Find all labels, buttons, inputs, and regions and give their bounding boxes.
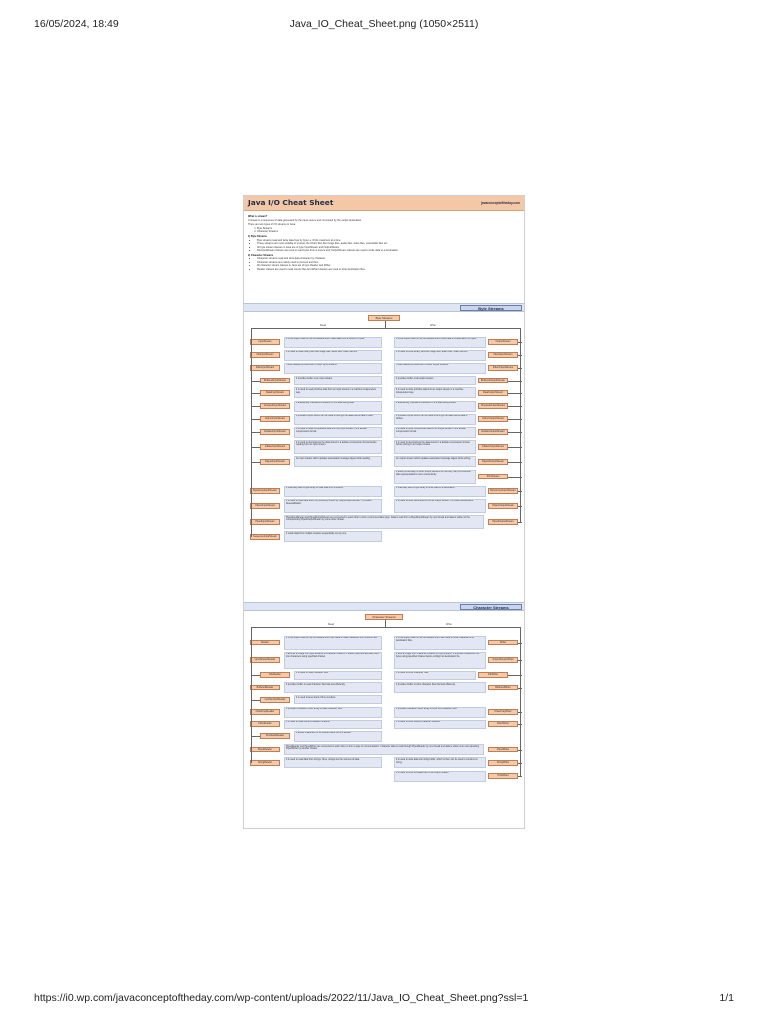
description-box: It reads data from multiple streams sequentially one by one. bbox=[284, 531, 382, 542]
list-item: • Character streams are mainly used to process text files. bbox=[257, 261, 520, 264]
class-box: DataOutputStream bbox=[478, 390, 508, 396]
class-box: ObjectOutputStream bbox=[488, 503, 518, 509]
byte-streams-root: Byte Streams bbox=[368, 315, 400, 321]
description-box: It provides character buffer array to read character files. bbox=[284, 707, 382, 718]
description-box: It is used to write binary files like image files, audio files, video files etc. bbox=[394, 350, 486, 361]
class-box: PipedReader bbox=[250, 747, 280, 753]
print-date: 16/05/2024, 18:49 bbox=[34, 18, 119, 30]
class-box: StringWriter bbox=[488, 760, 518, 766]
character-streams-diagram bbox=[244, 611, 524, 827]
class-box: FileOutputStream bbox=[488, 352, 518, 358]
character-streams-root: Character Streams bbox=[365, 614, 403, 620]
class-box: CipherInputStream bbox=[260, 416, 290, 422]
list-item: • Byte streams read and write data byte by byte i.e. 8 bits maximum at a time. bbox=[257, 239, 520, 242]
description-box: It is used to write character files. bbox=[394, 671, 476, 680]
what-text: A stream is a sequence of data generated by the input source and consumed by the output destination. bbox=[248, 218, 362, 222]
connector-line bbox=[251, 447, 260, 448]
list-item: • FileInputStream classes are used to read bytes from a source and OutputStream classes are used to write data to a destination. bbox=[257, 249, 520, 252]
char-points bbox=[257, 257, 520, 271]
class-box: FilterWriter bbox=[488, 721, 518, 727]
class-box: CharArrayReader bbox=[250, 709, 280, 715]
list-item: • Character streams read and write data character by character. bbox=[257, 257, 520, 260]
list-item: • Reader classes are used to read source files and Writer classes are used to write destination files. bbox=[257, 268, 520, 271]
char-heading: 2) Character Streams bbox=[248, 253, 274, 257]
description-box: It provides character buffer array to write into character files. bbox=[394, 707, 486, 718]
print-page-count: 1/1 bbox=[719, 992, 734, 1004]
class-box: FileReader bbox=[260, 672, 290, 678]
class-box: FileInputStream bbox=[250, 352, 280, 358]
class-box: SequenceInputStream bbox=[250, 534, 280, 540]
sheet-header bbox=[244, 196, 524, 211]
description-box: It is used to read filtered character streams. bbox=[284, 720, 382, 729]
byte-points bbox=[257, 239, 520, 253]
description-box: It provides cipher which can be used to encrypt the data before data is written. bbox=[394, 414, 476, 425]
class-box: PrintStream bbox=[478, 474, 508, 480]
description-box: It internally uses a byte array to read data from a source. bbox=[284, 486, 382, 497]
class-box: OutputStreamWriter bbox=[488, 657, 518, 663]
class-box: BufferedReader bbox=[250, 685, 280, 691]
class-box: FilterInputStream bbox=[250, 365, 280, 371]
class-box: DigestInputStream bbox=[260, 459, 290, 465]
print-footer bbox=[34, 992, 734, 1006]
list-item: • All character stream classes in Java are of type Reader and Writer. bbox=[257, 264, 520, 267]
sheet-title: Java I/O Cheat Sheet bbox=[248, 198, 334, 207]
description-box: It is used to read compressed data from an input stream in the deflate compression format. bbox=[294, 427, 382, 438]
class-box: InputStreamReader bbox=[250, 657, 280, 663]
connector-line bbox=[518, 776, 522, 777]
description-box: It is used to read data which is previously written by ObjectOutputStream. It is called Deserialization. bbox=[284, 499, 382, 513]
class-box: StringReader bbox=[250, 760, 280, 766]
description-box: An input stream which updates associated message digest while reading. bbox=[294, 456, 382, 467]
connector-line bbox=[251, 381, 260, 382]
class-box: PipedWriter bbox=[488, 747, 518, 753]
description-box: It is used to read binary files like image files, audio files, video files etc. bbox=[284, 350, 382, 361]
description-box: PipedInputStream and PipedOutputStream are connected to each other to form a communication pipe. Data is read from a PipedInputStream by one thread and data is written to the corresponding PipedOutputStream by some other thread. bbox=[284, 515, 484, 529]
connector-line bbox=[251, 328, 520, 329]
class-box: CipherOutputStream bbox=[478, 416, 508, 422]
class-box: CheckedInputStream bbox=[260, 403, 290, 409]
character-streams-band-title: Character Streams bbox=[460, 604, 522, 611]
what-heading: What is stream? bbox=[248, 214, 268, 218]
print-header bbox=[34, 18, 734, 32]
description-box: It provides buffer to read character files fast and efficiently. bbox=[284, 682, 382, 693]
description-box: It additionally maintains checksum of the data being read. bbox=[294, 401, 382, 412]
description-box: It is used to write formatted text to an output stream. bbox=[394, 771, 486, 782]
class-box: Reader bbox=[250, 640, 280, 646]
class-box: ByteArrayOutputStream bbox=[488, 488, 518, 494]
list-item: • All byte stream classes in Java are of type InputStream and OutputStream. bbox=[257, 246, 520, 249]
description-box: It is used to write compressed data to an output stream in the deflate compression format. bbox=[394, 427, 476, 438]
connector-line bbox=[251, 675, 260, 676]
description-box: It is used to decompress the data stored in a deflate compression format before reading from an input stream. bbox=[294, 440, 382, 454]
class-box: BufferedWriter bbox=[488, 685, 518, 691]
connector-line bbox=[251, 627, 252, 763]
description-box: It is used to decompress the data stored in a deflate compression format before writing to an output stream. bbox=[394, 440, 476, 454]
list-item: 1. Byte Streams bbox=[257, 227, 520, 230]
write-label: Write bbox=[446, 623, 452, 626]
description-box: It adds functionality to other output streams so that they can print different data representations more conveniently. bbox=[394, 470, 476, 484]
character-streams-band bbox=[244, 602, 524, 611]
connector-line bbox=[518, 522, 522, 523]
byte-streams-band bbox=[244, 303, 524, 312]
description-box: It is used to write primitive data into an output stream in a machine independent way. bbox=[394, 387, 476, 398]
class-box: PushbackReader bbox=[260, 733, 290, 739]
types-list bbox=[257, 227, 520, 234]
class-box: InputStream bbox=[250, 339, 280, 345]
connector-line bbox=[385, 321, 386, 328]
read-label: Read bbox=[328, 623, 334, 626]
description-box: It is used to keep track of line numbers. bbox=[294, 695, 382, 704]
description-box: It additionally maintains checksum of the data being written. bbox=[394, 401, 476, 412]
description-box: It acts as a bridge from byte streams to character streams. It reads bytes and decodes them into characters using specified charset. bbox=[284, 652, 382, 669]
class-box: LineNumberReader bbox=[260, 697, 290, 703]
class-box: FilterReader bbox=[250, 721, 280, 727]
class-box: ByteArrayInputStream bbox=[250, 488, 280, 494]
class-box: CharArrayWriter bbox=[488, 709, 518, 715]
byte-heading: 1) Byte Streams bbox=[248, 235, 267, 239]
description-box: It is the super class for all the classes which read data from a source in bytes. bbox=[284, 337, 382, 348]
class-box: FileWriter bbox=[478, 672, 508, 678]
description-box: It acts a bridge from character streams to byte streams. It encodes characters into bytes using specified charset before writing into destination file. bbox=[394, 652, 486, 669]
class-box: BufferedInputStream bbox=[260, 378, 290, 384]
description-box: It provides cipher which can be used to decrypt the data before data is read. bbox=[294, 414, 382, 425]
class-box: BufferedOutputStream bbox=[478, 378, 508, 384]
class-box: InflaterInputStream bbox=[260, 444, 290, 450]
connector-line bbox=[385, 620, 386, 627]
description-box: It is the super class for all the classes which write data to a destination in bytes. bbox=[394, 337, 486, 348]
print-url: https://i0.wp.com/javaconceptoftheday.com/wp-content/uploads/2022/11/Java_IO_Cheat_Sheet.png?ssl=1 bbox=[34, 992, 529, 1004]
connector-line bbox=[520, 627, 521, 776]
class-box: CheckedOutputStream bbox=[478, 403, 508, 409]
connector-line bbox=[251, 432, 260, 433]
description-box: It is used to read primitive data from an input stream in a machine independent way. bbox=[294, 387, 382, 398]
description-box: It is used to read character files. bbox=[294, 671, 382, 680]
connector-line bbox=[251, 700, 260, 701]
class-box: DeflaterOutputStream bbox=[478, 429, 508, 435]
class-box: InflaterOutputStream bbox=[478, 444, 508, 450]
intro-section bbox=[244, 211, 524, 303]
connector-line bbox=[251, 462, 260, 463]
cheat-sheet-image bbox=[243, 195, 525, 829]
class-box: PipedInputStream bbox=[250, 519, 280, 525]
description-box: It is used to write filtered character streams. bbox=[394, 720, 486, 729]
description-box: It is the super class for all the classes which are used to write characters into destination files. bbox=[394, 636, 486, 650]
class-box: DigestOutputStream bbox=[478, 459, 508, 465]
class-box: DeflaterInputStream bbox=[260, 429, 290, 435]
types-text: There are two types of I/O streams in Java. bbox=[248, 222, 296, 226]
print-title: Java_IO_Cheat_Sheet.png (1050×2511) bbox=[289, 18, 479, 30]
list-item: 2. Character Streams bbox=[257, 230, 520, 233]
description-box: An output stream which updates associated message digest while writing. bbox=[394, 456, 476, 467]
description-box: It is used to write data into string buffer, which is then can be used to construct a string. bbox=[394, 757, 486, 768]
connector-line bbox=[520, 328, 521, 522]
list-item: • These streams are most suitable to process the binary files like image files, audio files, video files, executable files etc. bbox=[257, 242, 520, 245]
connector-line bbox=[251, 393, 260, 394]
class-box: ObjectInputStream bbox=[250, 503, 280, 509]
class-box: FilterOutputStream bbox=[488, 365, 518, 371]
connector-line bbox=[251, 328, 252, 537]
description-box: It is used to read data from strings. Here, strings are the sources of data. bbox=[284, 757, 382, 768]
description-box: PipedReader and PipedWriter are connected to each other to form a pipe of communication. Character data is read through PipedReader by one thread and data is written into corresponding PipedWriter by another thread. bbox=[284, 744, 484, 755]
class-box: PipedOutputStream bbox=[488, 519, 518, 525]
description-box: It provides buffer to write character files fast and efficiently. bbox=[394, 682, 486, 693]
connector-line bbox=[251, 419, 260, 420]
description-box: It internally uses a byte array to write data to a destination. bbox=[394, 486, 486, 497]
class-box: Writer bbox=[488, 640, 518, 646]
class-box: OutputStream bbox=[488, 339, 518, 345]
class-box: DataInputStream bbox=[260, 390, 290, 396]
description-box: These classes provide filter to other input streams. bbox=[284, 363, 382, 374]
description-box: It provides buffer to an input stream. bbox=[294, 376, 382, 385]
byte-streams-band-title: Byte Streams bbox=[460, 305, 522, 312]
sheet-site: javaconceptoftheday.com bbox=[481, 201, 520, 205]
description-box: It is used to write Java objects into an output stream. It is called serialization. bbox=[394, 499, 486, 513]
description-box: It provides buffer to all output stream. bbox=[394, 376, 476, 385]
read-label: Read bbox=[320, 324, 326, 327]
description-box: It allows characters to be pushed back into the stream. bbox=[294, 731, 382, 742]
class-box: PrintWriter bbox=[488, 773, 518, 779]
description-box: These classes provide filter to other output streams. bbox=[394, 363, 486, 374]
byte-streams-diagram bbox=[244, 312, 524, 602]
write-label: Write bbox=[430, 324, 436, 327]
connector-line bbox=[251, 736, 260, 737]
description-box: It is the super class for all the classes which are used to read characters from source files. bbox=[284, 636, 382, 650]
connector-line bbox=[251, 627, 520, 628]
connector-line bbox=[251, 406, 260, 407]
